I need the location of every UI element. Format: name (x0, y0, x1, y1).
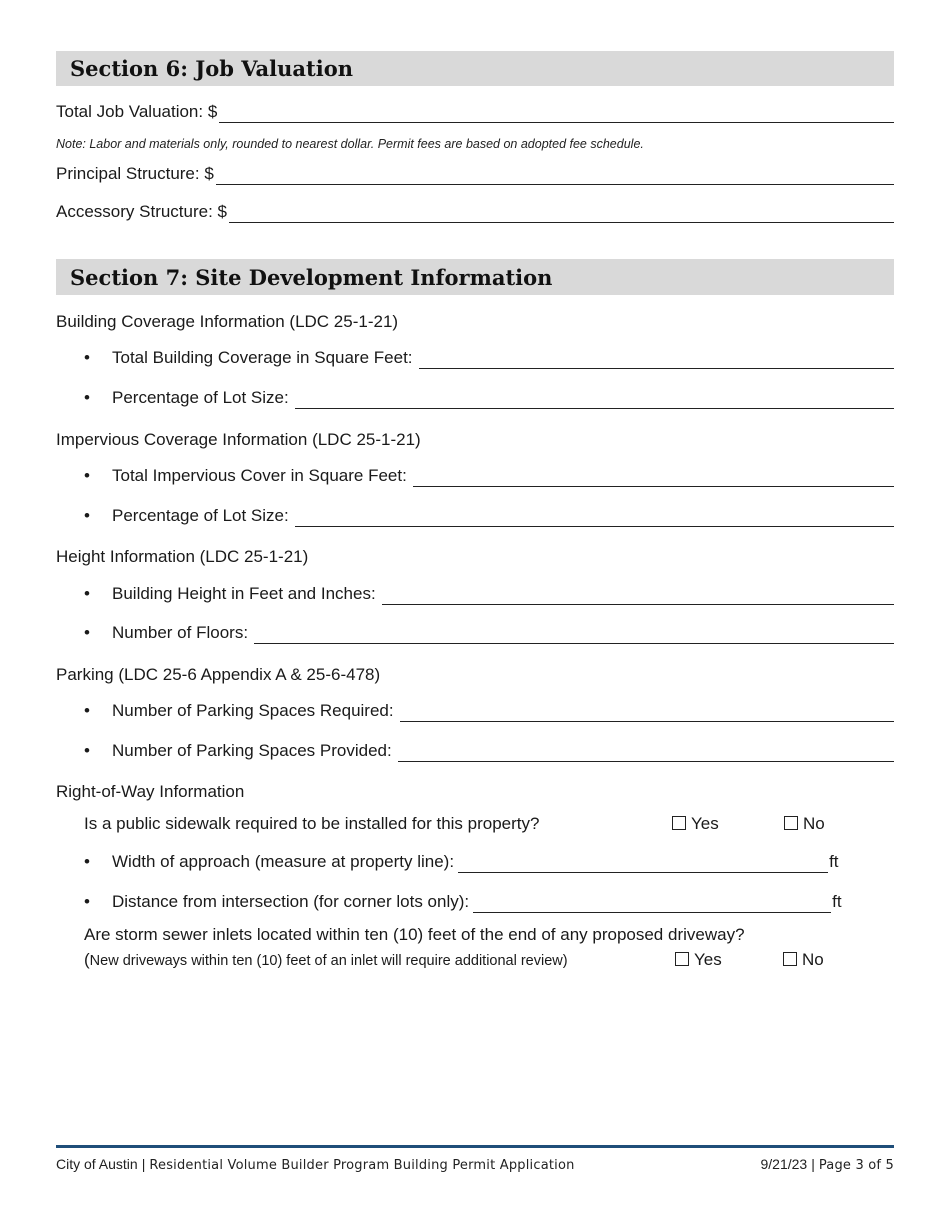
bullet-icon: • (84, 852, 90, 871)
floors-row (84, 621, 894, 647)
bullet-icon: • (84, 506, 90, 525)
bullet-icon: • (84, 741, 90, 760)
bullet-icon: • (84, 701, 90, 720)
section-7-title: Section 7: Site Development Information (70, 265, 553, 290)
floors-field[interactable] (254, 623, 894, 644)
parking-heading: Parking (LDC 25-6 Appendix A & 25-6-478) (56, 665, 381, 684)
impervious-percent-row (84, 504, 894, 530)
building-height-row (84, 582, 894, 608)
section-6-header (56, 51, 894, 86)
valuation-note: Note: Labor and materials only, rounded to nearest dollar. Permit fees are based on adopted fee schedule. (56, 137, 644, 151)
building-coverage-heading: Building Coverage Information (LDC 25-1-21) (56, 312, 399, 331)
floors-label: Number of Floors: (112, 623, 249, 642)
storm-inlet-question: Are storm sewer inlets located within ten (10) feet of the end of any proposed driveway? (84, 925, 745, 944)
impervious-total-field[interactable] (413, 466, 894, 487)
storm-inlet-yes-option[interactable] (675, 950, 722, 970)
sidewalk-question: Is a public sidewalk required to be installed for this property? (84, 814, 540, 833)
intersection-distance-label: Distance from intersection (for corner lots only): (112, 892, 470, 911)
principal-structure-label: Principal Structure: $ (56, 164, 214, 183)
building-height-label: Building Height in Feet and Inches: (112, 584, 376, 603)
parking-required-row (84, 699, 894, 725)
impervious-total-row (84, 464, 894, 490)
building-coverage-percent-row (84, 386, 894, 412)
sidewalk-yes-label: Yes (691, 814, 719, 833)
building-coverage-percent-label: Percentage of Lot Size: (112, 388, 289, 407)
footer-left (56, 1156, 575, 1173)
storm-inlet-note-row (84, 950, 568, 970)
impervious-percent-label: Percentage of Lot Size: (112, 506, 289, 525)
principal-structure-field[interactable] (216, 164, 894, 185)
storm-inlet-no-label: No (802, 950, 824, 969)
approach-width-label: Width of approach (measure at property line): (112, 852, 455, 871)
total-job-valuation-field[interactable] (219, 102, 894, 123)
accessory-structure-row (56, 200, 894, 226)
parking-required-field[interactable] (400, 701, 894, 722)
storm-inlet-yes-label: Yes (694, 950, 722, 969)
building-coverage-total-field[interactable] (419, 348, 894, 369)
impervious-coverage-heading: Impervious Coverage Information (LDC 25-1-21) (56, 430, 421, 449)
principal-structure-row (56, 162, 894, 188)
storm-inlet-note-paren: ( (84, 950, 90, 969)
parking-provided-label: Number of Parking Spaces Provided: (112, 741, 392, 760)
checkbox-icon[interactable] (675, 952, 689, 966)
approach-width-unit: ft (829, 852, 839, 871)
bullet-icon: • (84, 388, 90, 407)
checkbox-icon[interactable] (783, 952, 797, 966)
bullet-icon: • (84, 584, 90, 603)
impervious-total-label: Total Impervious Cover in Square Feet: (112, 466, 407, 485)
footer-right (760, 1156, 894, 1173)
sidewalk-yes-option[interactable] (672, 814, 719, 834)
impervious-percent-field[interactable] (295, 506, 894, 527)
bullet-icon: • (84, 892, 90, 911)
parking-provided-field[interactable] (398, 741, 894, 762)
form-page (56, 0, 894, 1230)
bullet-icon: • (84, 348, 90, 367)
intersection-distance-field[interactable] (473, 894, 831, 913)
storm-inlet-note: New driveways within ten (10) feet of an inlet will require additional review) (89, 953, 568, 969)
checkbox-icon[interactable] (672, 816, 686, 830)
sidewalk-no-option[interactable] (784, 814, 825, 834)
storm-inlet-no-option[interactable] (783, 950, 824, 970)
accessory-structure-field[interactable] (229, 202, 894, 223)
parking-required-label: Number of Parking Spaces Required: (112, 701, 394, 720)
footer-separator: | (141, 1156, 146, 1172)
bullet-icon: • (84, 623, 90, 642)
intersection-distance-unit: ft (832, 892, 842, 911)
section-6-title: Section 6: Job Valuation (70, 56, 353, 81)
checkbox-icon[interactable] (784, 816, 798, 830)
building-coverage-total-label: Total Building Coverage in Square Feet: (112, 348, 413, 367)
building-height-field[interactable] (382, 584, 894, 605)
bullet-icon: • (84, 466, 90, 485)
total-job-valuation-label: Total Job Valuation: $ (56, 102, 218, 121)
accessory-structure-label: Accessory Structure: $ (56, 202, 228, 221)
footer-separator: | (811, 1156, 815, 1172)
building-coverage-percent-field[interactable] (295, 388, 894, 409)
intersection-distance-row (84, 890, 842, 916)
height-heading: Height Information (LDC 25-1-21) (56, 547, 309, 566)
footer-page-number: Page 3 of 5 (818, 1158, 894, 1173)
building-coverage-total-row (84, 346, 894, 372)
total-job-valuation-row (56, 100, 894, 126)
sidewalk-no-label: No (803, 814, 825, 833)
right-of-way-heading: Right-of-Way Information (56, 782, 245, 801)
footer-date: 9/21/23 (760, 1156, 808, 1172)
parking-provided-row (84, 739, 894, 765)
footer-rule (56, 1145, 894, 1148)
footer-org: City of Austin (56, 1156, 138, 1172)
approach-width-row (84, 850, 839, 876)
footer-doc-title: Residential Volume Builder Program Building Permit Application (149, 1158, 575, 1173)
section-7-header (56, 259, 894, 295)
approach-width-field[interactable] (458, 854, 828, 873)
